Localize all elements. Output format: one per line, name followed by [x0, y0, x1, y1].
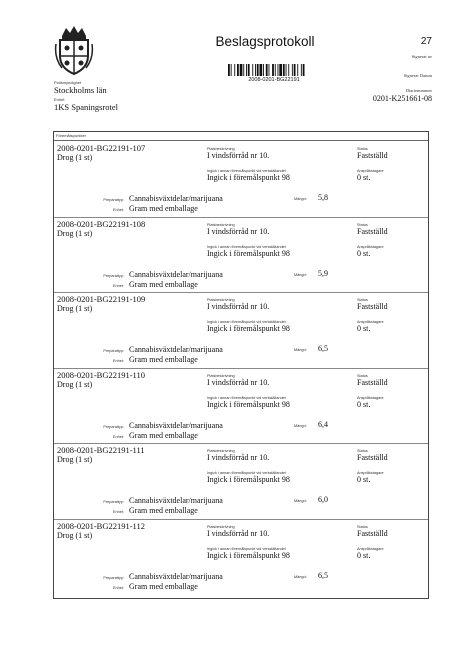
prep-label: Preparattyp:: [103, 349, 124, 353]
place-label: Platsbeskrivning: [207, 449, 235, 453]
item-type: Drog (1 st): [57, 228, 93, 238]
item-id: 2008-0201-BG22191-108: [57, 218, 146, 229]
status-value: Fastställd: [357, 377, 388, 387]
authority-value: Stockholms län: [54, 85, 107, 95]
status-label: Status: [357, 147, 368, 151]
status-label: Status: [357, 298, 368, 302]
authority-label: Polismyndighet: [54, 80, 82, 85]
amount-label: Mängd:: [294, 348, 307, 352]
item-block: [54, 141, 428, 217]
item-id: 2008-0201-BG22191-112: [57, 520, 145, 531]
place-label: Platsbeskrivning: [207, 222, 235, 227]
item-divider: [54, 292, 428, 293]
prep-value: Cannabisväxtdelar/marijuana: [129, 194, 223, 203]
item-type: Drog (1 st): [57, 455, 93, 464]
claimant-label: Anspråkstagare: [357, 395, 384, 400]
document-title: Beslagsprotokoll: [215, 34, 315, 49]
item-type: Drog (1 st): [57, 530, 93, 540]
item-id: 2008-0201-BG22191-109: [57, 294, 146, 304]
page-number: 27: [420, 36, 432, 47]
unit-label: Enhet: [54, 97, 65, 102]
received-label: Ingick i annan föremålspunkt vid verkställandet: [207, 546, 286, 551]
amount-value: 6,0: [318, 495, 328, 504]
place-label: Platsbeskrivning: [207, 298, 235, 302]
item-block: [54, 292, 428, 368]
diarie-number: 0201-K251661-08: [372, 94, 432, 103]
claimant-value: 0 st.: [357, 475, 371, 484]
unit-field-label: Enhet:: [113, 283, 124, 288]
place-value: I vindsförråd nr 10.: [207, 226, 270, 236]
received-value: Ingick i föremålspunkt 98: [207, 550, 290, 560]
item-id: 2008-0201-BG22191-111: [57, 445, 145, 455]
claimant-label: Anspråkstagare: [357, 169, 384, 173]
status-value: Fastställd: [357, 528, 388, 538]
item-id: 2008-0201-BG22191-110: [57, 369, 145, 380]
received-value: Ingick i föremålspunkt 98: [207, 173, 290, 182]
place-label: Platsbeskrivning: [207, 524, 235, 529]
claimant-value: 0 st.: [357, 173, 371, 182]
item-divider: [54, 443, 428, 444]
unit-field-label: Enhet:: [113, 208, 124, 212]
claimant-value: 0 st.: [357, 550, 371, 560]
place-value: I vindsförråd nr 10.: [207, 302, 270, 311]
unit-field-value: Gram med emballage: [129, 279, 198, 289]
prep-value: Cannabisväxtdelar/marijuana: [129, 345, 223, 354]
items-section: [53, 131, 429, 599]
unit-field-label: Enhet:: [113, 510, 124, 514]
police-crest-icon: [54, 24, 94, 76]
received-label: Ingick i annan föremålspunkt vid verkställandet: [207, 395, 286, 400]
amount-value: 6,5: [318, 344, 328, 353]
prep-value: Cannabisväxtdelar/marijuana: [129, 496, 223, 505]
amount-value: 5,8: [318, 193, 328, 202]
item-divider: [54, 368, 428, 369]
prep-label: Preparattyp:: [103, 424, 124, 429]
unit-value: 1KS Spaningsrotel: [54, 102, 118, 112]
place-value: I vindsförråd nr 10.: [207, 528, 270, 538]
barcode-text: 2008-0201-BG22191: [248, 77, 300, 83]
prep-label: Preparattyp:: [103, 500, 124, 504]
received-value: Ingick i föremålspunkt 98: [207, 399, 290, 409]
item-block: [54, 368, 428, 444]
received-label: Ingick i annan föremålspunkt vid verkställandet: [207, 169, 286, 173]
item-divider: [54, 217, 428, 218]
status-value: Fastställd: [357, 151, 388, 160]
amount-value: 6,5: [318, 570, 328, 580]
item-block: [54, 443, 428, 519]
item-id: 2008-0201-BG22191-107: [57, 143, 146, 153]
prep-label: Preparattyp:: [103, 198, 124, 202]
prep-label: Preparattyp:: [103, 575, 124, 580]
signed-by-label: Signerat av: [411, 54, 432, 59]
diarie-label: Diarienummer: [405, 88, 432, 93]
place-value: I vindsförråd nr 10.: [207, 377, 270, 387]
claimant-value: 0 st.: [357, 399, 371, 409]
status-value: Fastställd: [357, 453, 388, 462]
status-label: Status: [357, 449, 368, 453]
status-value: Fastställd: [357, 226, 388, 236]
item-type: Drog (1 st): [57, 153, 93, 162]
amount-label: Mängd:: [294, 272, 307, 277]
claimant-value: 0 st.: [357, 324, 371, 333]
unit-field-value: Gram med emballage: [129, 204, 198, 213]
item-type: Drog (1 st): [57, 304, 93, 313]
amount-label: Mängd:: [294, 197, 307, 201]
unit-field-label: Enhet:: [113, 434, 124, 439]
received-value: Ingick i föremålspunkt 98: [207, 475, 290, 484]
place-label: Platsbeskrivning: [207, 373, 235, 378]
item-divider: [54, 519, 428, 520]
unit-field-value: Gram med emballage: [129, 430, 198, 440]
received-value: Ingick i föremålspunkt 98: [207, 324, 290, 333]
status-label: Status: [357, 373, 368, 378]
claimant-label: Anspråkstagare: [357, 471, 384, 475]
amount-value: 6,4: [318, 419, 328, 429]
unit-field-label: Enhet:: [113, 585, 124, 590]
amount-label: Mängd:: [294, 423, 307, 428]
item-block: [54, 519, 428, 595]
status-value: Fastställd: [357, 302, 388, 311]
barcode: [228, 64, 320, 76]
claimant-label: Anspråkstagare: [357, 244, 384, 249]
prep-value: Cannabisväxtdelar/marijuana: [129, 269, 223, 279]
place-value: I vindsförråd nr 10.: [207, 151, 270, 160]
unit-field-value: Gram med emballage: [129, 355, 198, 364]
amount-label: Mängd:: [294, 574, 307, 579]
claimant-label: Anspråkstagare: [357, 546, 384, 551]
amount-label: Mängd:: [294, 499, 307, 503]
unit-field-value: Gram med emballage: [129, 506, 198, 515]
received-label: Ingick i annan föremålspunkt vid verkställandet: [207, 244, 286, 249]
received-label: Ingick i annan föremålspunkt vid verkställandet: [207, 471, 286, 475]
status-label: Status: [357, 222, 368, 227]
received-value: Ingick i föremålspunkt 98: [207, 248, 290, 258]
section-label: Föremålspunkter: [56, 133, 87, 138]
place-label: Platsbeskrivning: [207, 147, 235, 151]
item-block: [54, 217, 428, 293]
signed-date-label: Signerat Datum: [403, 73, 432, 78]
unit-field-label: Enhet:: [113, 359, 124, 363]
status-label: Status: [357, 524, 368, 529]
claimant-label: Anspråkstagare: [357, 320, 384, 324]
prep-value: Cannabisväxtdelar/marijuana: [129, 420, 223, 430]
place-value: I vindsförråd nr 10.: [207, 453, 270, 462]
received-label: Ingick i annan föremålspunkt vid verkställandet: [207, 320, 286, 324]
prep-label: Preparattyp:: [103, 273, 124, 278]
item-type: Drog (1 st): [57, 379, 93, 389]
claimant-value: 0 st.: [357, 248, 371, 258]
amount-value: 5,9: [318, 268, 328, 278]
prep-value: Cannabisväxtdelar/marijuana: [129, 571, 223, 581]
unit-field-value: Gram med emballage: [129, 581, 198, 591]
